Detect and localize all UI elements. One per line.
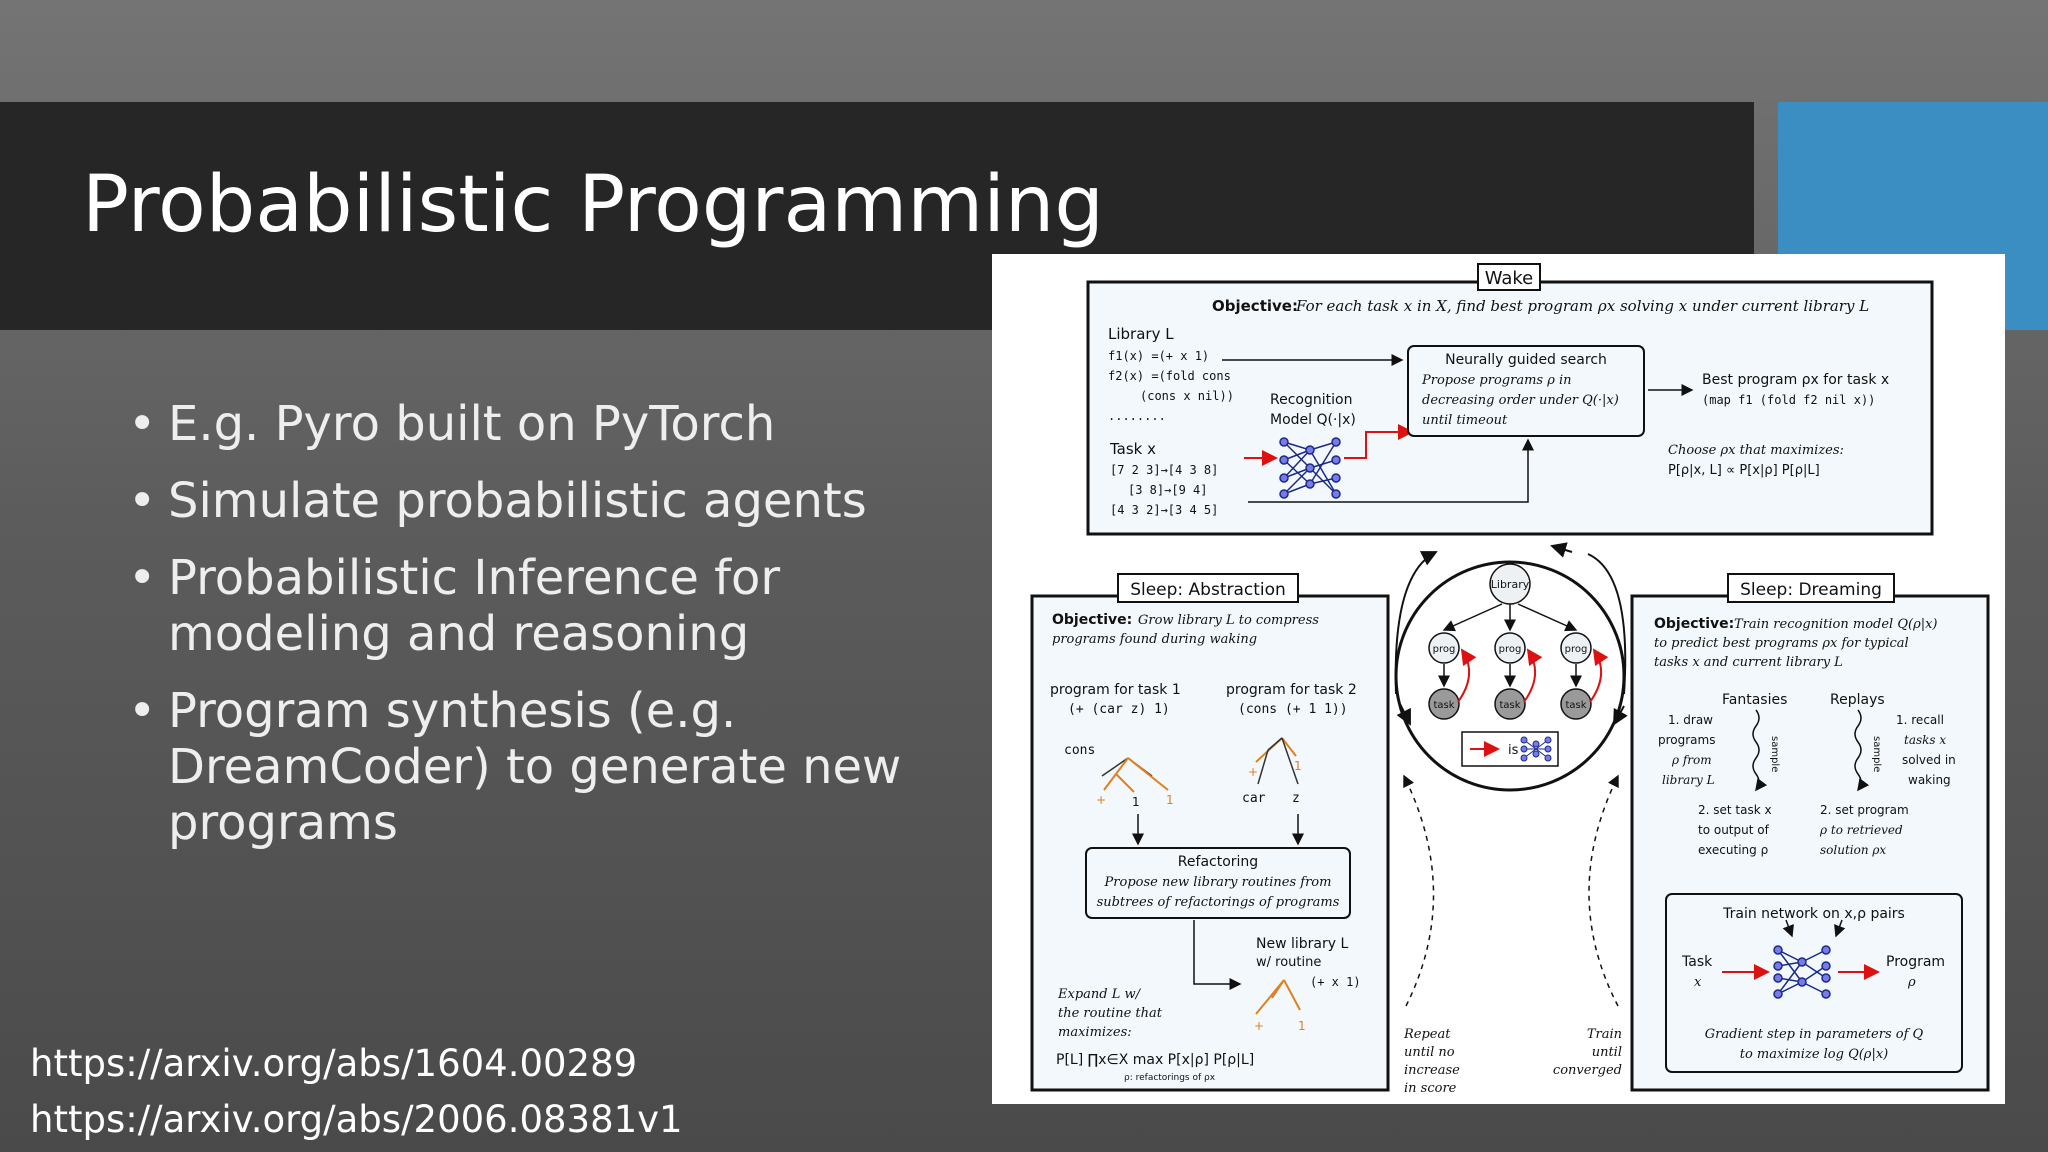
- new-library-label: New library L: [1256, 936, 1349, 952]
- repeat-label: in score: [1404, 1081, 1457, 1096]
- sample-label: sample: [1871, 736, 1882, 773]
- search-line: decreasing order under Q(·|x): [1422, 393, 1619, 408]
- replay-step1: 1. recall: [1896, 713, 1944, 727]
- dreaming-title: Sleep: Dreaming: [1740, 580, 1882, 600]
- slide-title: Probabilistic Programming: [82, 160, 1104, 250]
- abstraction-objective-label: Objective:: [1052, 612, 1133, 628]
- program1-code: (+ (car z) 1): [1068, 702, 1170, 717]
- tree-label: +: [1248, 765, 1259, 779]
- task-item: [7 2 3]→[4 3 8]: [1110, 463, 1219, 477]
- fantasy-step1: 1. draw: [1668, 713, 1713, 727]
- prog-node: prog: [1564, 644, 1588, 655]
- search-line: until timeout: [1422, 413, 1508, 428]
- train-label: Train: [1586, 1027, 1622, 1042]
- wake-library-label: Library L: [1108, 325, 1174, 343]
- search-title: Neurally guided search: [1445, 352, 1607, 368]
- dreamcoder-diagram: [992, 254, 2005, 1104]
- gradient-line: to maximize log Q(ρ|x): [1739, 1047, 1889, 1062]
- task-item: [3 8]→[9 4]: [1128, 483, 1208, 497]
- library-item: ........: [1108, 409, 1166, 423]
- replay-step1: tasks x: [1904, 733, 1947, 747]
- is-label: is: [1508, 743, 1519, 758]
- dreaming-objective: to predict best programs ρx for typical: [1654, 636, 1909, 651]
- best-program-code: (map f1 (fold f2 nil x)): [1702, 393, 1876, 407]
- train-network-title: Train network on x,ρ pairs: [1723, 906, 1905, 922]
- tree-label: 1: [1294, 759, 1302, 773]
- task-node: task: [1565, 700, 1587, 711]
- abstraction-formula-sub: ρ: refactorings of ρx: [1124, 1073, 1216, 1083]
- library-item: f1(x) =(+ x 1): [1108, 349, 1210, 363]
- recognition-label: Model Q(·|x): [1270, 412, 1356, 428]
- dreaming-objective: tasks x and current library L: [1654, 655, 1843, 670]
- gradient-line: Gradient step in parameters of Q: [1704, 1027, 1924, 1042]
- bullet-item: • E.g. Pyro built on PyTorch: [124, 396, 924, 452]
- task-item: [4 3 2]→[3 4 5]: [1110, 503, 1219, 517]
- dreaming-objective-label: Objective:: [1654, 616, 1735, 632]
- new-library-label: w/ routine: [1256, 955, 1322, 970]
- refactoring-title: Refactoring: [1177, 854, 1259, 870]
- fantasy-step1: library L: [1662, 773, 1715, 787]
- fantasy-step1: ρ from: [1672, 753, 1712, 767]
- task-node: task: [1499, 700, 1521, 711]
- library-item: (cons x nil)): [1140, 389, 1234, 403]
- best-program-label: Best program ρx for task x: [1702, 372, 1890, 388]
- bullet-item: • Program synthesis (e.g. DreamCoder) to generate new programs: [124, 683, 908, 851]
- train-label: converged: [1552, 1063, 1622, 1078]
- task-io-var: x: [1694, 975, 1702, 990]
- task-io-label: Task: [1682, 954, 1713, 970]
- fantasy-step2: to output of: [1698, 823, 1769, 837]
- refactoring-line: Propose new library routines from: [1104, 875, 1332, 890]
- task-node: task: [1433, 700, 1455, 711]
- mini-network-icon: [1521, 737, 1551, 761]
- recognition-label: Recognition: [1270, 392, 1353, 408]
- repeat-label: increase: [1404, 1063, 1460, 1078]
- expand-label: maximizes:: [1058, 1025, 1132, 1040]
- program2-label: program for task 2: [1226, 682, 1357, 698]
- abstraction-title: Sleep: Abstraction: [1130, 580, 1286, 600]
- reference-link[interactable]: https://arxiv.org/abs/1604.00289: [30, 1042, 638, 1085]
- library-node: Library: [1490, 578, 1530, 591]
- program1-label: program for task 1: [1050, 682, 1181, 698]
- wake-title: Wake: [1484, 268, 1534, 289]
- sample-label: sample: [1769, 736, 1780, 773]
- expand-label: the routine that: [1058, 1006, 1162, 1021]
- tree-label: 1: [1298, 1019, 1306, 1033]
- center-loop: [1396, 546, 1626, 1096]
- bullet-list: [124, 396, 924, 872]
- abstraction-objective: Grow library L to compress: [1138, 613, 1319, 628]
- replay-step1: solved in: [1902, 753, 1956, 767]
- wake-panel: [1088, 264, 1932, 534]
- tree-label: +: [1254, 1019, 1265, 1033]
- tree-label: car: [1242, 791, 1266, 806]
- dreaming-objective: Train recognition model Q(ρ|x): [1734, 617, 1938, 632]
- reference-links: [30, 1036, 683, 1148]
- bullet-item: • Simulate probabilistic agents: [124, 473, 924, 529]
- abstraction-panel: [1032, 574, 1388, 1090]
- tree-label: z: [1292, 791, 1300, 806]
- wake-objective: For each task x in X, find best program ρx solving x under current library L: [1296, 297, 1870, 315]
- program-io-label: Program: [1886, 954, 1946, 970]
- wake-task-label: Task x: [1110, 440, 1157, 458]
- expand-label: Expand L w/: [1058, 987, 1140, 1002]
- repeat-label: until no: [1404, 1045, 1455, 1060]
- replay-step2: ρ to retrieved: [1820, 823, 1903, 837]
- bullet-item: • Probabilistic Inference for modeling and reasoning: [124, 550, 828, 662]
- fantasy-step1: programs: [1658, 733, 1716, 747]
- search-line: Propose programs ρ in: [1422, 373, 1572, 388]
- replay-step2: solution ρx: [1820, 843, 1887, 857]
- dreamcoder-figure: [992, 254, 2005, 1104]
- repeat-label: Repeat: [1404, 1027, 1451, 1042]
- train-label: until: [1591, 1045, 1622, 1060]
- abstraction-formula: P[L] ∏x∈X max P[x|ρ] P[ρ|L]: [1056, 1052, 1255, 1068]
- prog-node: prog: [1498, 644, 1522, 655]
- fantasy-step2: 2. set task x: [1698, 803, 1772, 817]
- refactoring-line: subtrees of refactorings of programs: [1096, 895, 1340, 910]
- program-io-var: ρ: [1908, 975, 1916, 990]
- replay-step1: waking: [1908, 773, 1951, 787]
- tree-label: 1: [1166, 793, 1174, 807]
- replay-step2: 2. set program: [1820, 803, 1909, 817]
- fantasies-label: Fantasies: [1722, 692, 1788, 708]
- new-library-code: (+ x 1): [1310, 975, 1361, 989]
- dreaming-panel: [1632, 574, 1988, 1090]
- fantasy-step2: executing ρ: [1698, 843, 1769, 857]
- reference-link[interactable]: https://arxiv.org/abs/2006.08381v1: [30, 1098, 683, 1141]
- library-item: f2(x) =(fold cons: [1108, 369, 1231, 383]
- choose-formula: P[ρ|x, L] ∝ P[x|ρ] P[ρ|L]: [1668, 463, 1820, 478]
- program2-code: (cons (+ 1 1)): [1238, 702, 1348, 717]
- abstraction-objective: programs found during waking: [1052, 632, 1258, 647]
- wake-objective-label: Objective:: [1212, 297, 1298, 315]
- replays-label: Replays: [1830, 692, 1885, 708]
- tree-label: 1: [1132, 795, 1140, 809]
- prog-node: prog: [1432, 644, 1456, 655]
- tree-label: +: [1096, 793, 1107, 807]
- choose-label: Choose ρx that maximizes:: [1668, 443, 1844, 458]
- tree-label: cons: [1064, 743, 1096, 758]
